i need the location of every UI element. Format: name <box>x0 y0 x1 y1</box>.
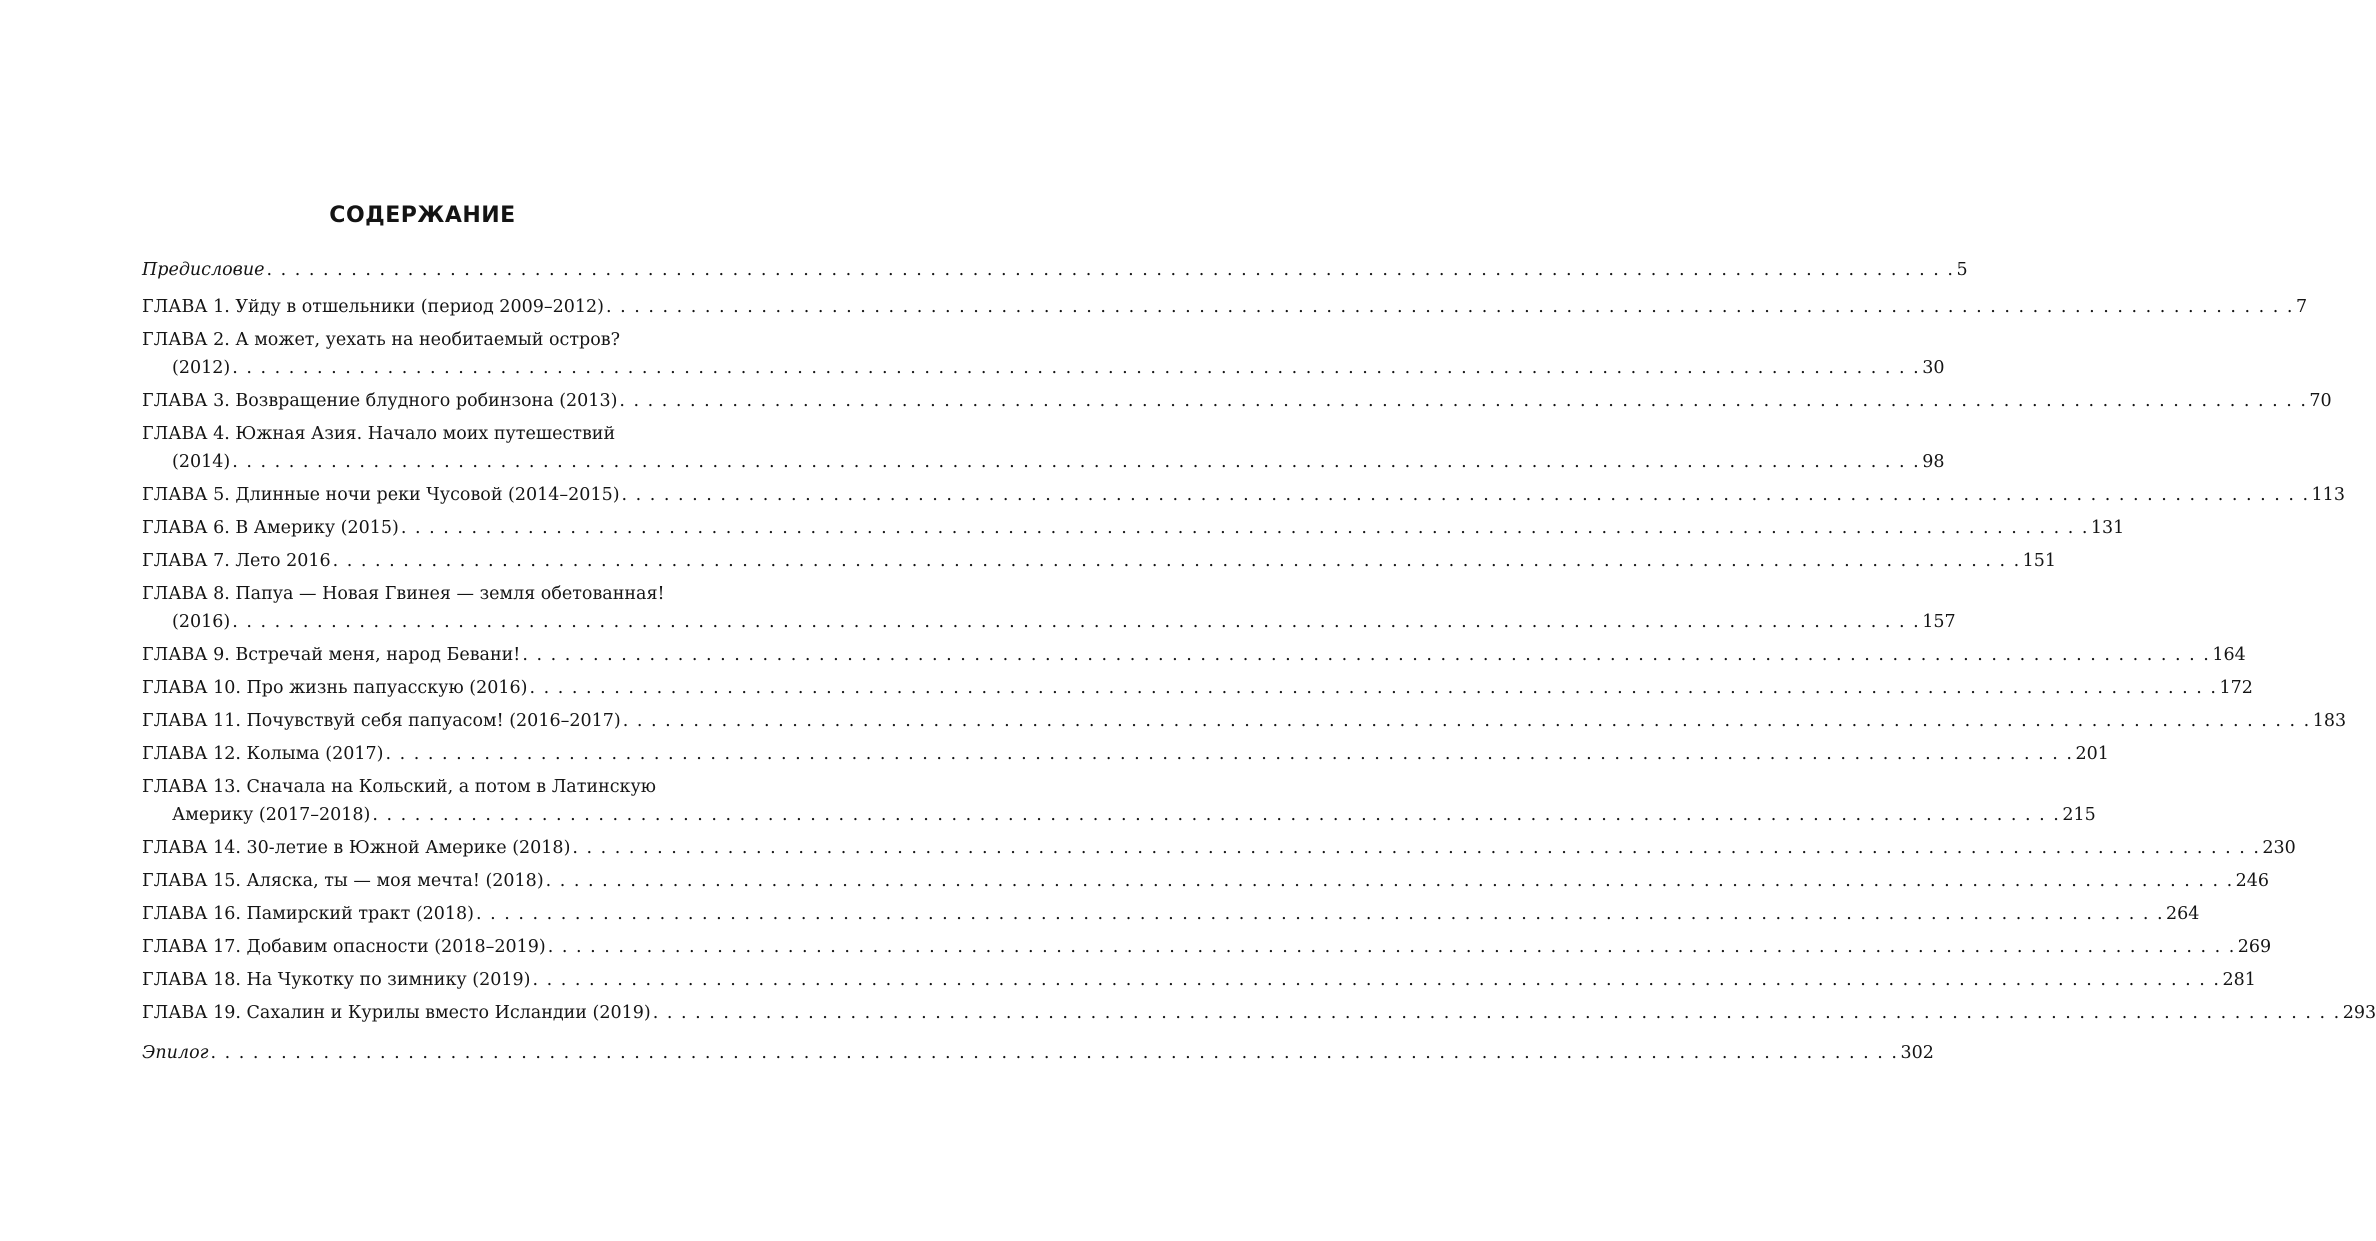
dot-leader: . . . . . . . . . . . . . . . . . . . . . . . . . . . . . . . . . . . . . . . . . . . . . . . . . . . . . . . . . . . . . . . . . . . . . . . . . . . . . . . . . . . . . . . . . . . . . . . . . . . . . . . . . . . . . . . . . . . . . . . . <box>372 805 2061 825</box>
toc-entry-title: ГЛАВА 4. Южная Азия. Начало моих путешествий <box>142 424 616 444</box>
dot-leader: . . . . . . . . . . . . . . . . . . . . . . . . . . . . . . . . . . . . . . . . . . . . . . . . . . . . . . . . . . . . . . . . . . . . . . . . . . . . . . . . . . . . . . . . . . . . . . . . . . . . . . . . . . . . . . . . . . . . . . . . <box>619 391 2308 411</box>
toc-entry-line <box>142 549 2057 573</box>
toc-page-number: 201 <box>2075 744 2109 764</box>
dot-leader: . . . . . . . . . . . . . . . . . . . . . . . . . . . . . . . . . . . . . . . . . . . . . . . . . . . . . . . . . . . . . . . . . . . . . . . . . . . . . . . . . . . . . . . . . . . . . . . . . . . . . . . . . . . . . . . . . . . . . . . . <box>621 485 2310 505</box>
toc-entry-title: ГЛАВА 17. Добавим опасности (2018–2019) <box>142 937 546 957</box>
toc-entry-line <box>142 295 2308 319</box>
dot-leader: . . . . . . . . . . . . . . . . . . . . . . . . . . . . . . . . . . . . . . . . . . . . . . . . . . . . . . . . . . . . . . . . . . . . . . . . . . . . . . . . . . . . . . . . . . . . . . . . . . . . . . . . . . . . . . . . . . . . . . . . <box>545 871 2234 891</box>
dot-leader: . . . . . . . . . . . . . . . . . . . . . . . . . . . . . . . . . . . . . . . . . . . . . . . . . . . . . . . . . . . . . . . . . . . . . . . . . . . . . . . . . . . . . . . . . . . . . . . . . . . . . . . . . . . . . . . . . . . . . . . . <box>522 645 2211 665</box>
toc-entry-line <box>142 643 2246 667</box>
toc-page-number: 246 <box>2235 871 2270 891</box>
toc-page-number: 230 <box>2262 838 2296 858</box>
toc-entry-title: ГЛАВА 9. Встречай меня, народ Бевани! <box>142 645 521 665</box>
toc-page-number: 215 <box>2062 805 2096 825</box>
dot-leader: . . . . . . . . . . . . . . . . . . . . . . . . . . . . . . . . . . . . . . . . . . . . . . . . . . . . . . . . . . . . . . . . . . . . . . . . . . . . . . . . . . . . . . . . . . . . . . . . . . . . . . . . . . . . . . . . . . . . . . . . <box>622 711 2311 731</box>
toc-page-number: 5 <box>1956 260 1968 280</box>
toc-entry-line <box>142 516 2125 540</box>
toc-entry-line <box>142 582 755 606</box>
dot-leader: . . . . . . . . . . . . . . . . . . . . . . . . . . . . . . . . . . . . . . . . . . . . . . . . . . . . . . . . . . . . . . . . . . . . . . . . . . . . . . . . . . . . . . . . . . . . . . . . . . . . . . . . . . . . . . . . . . . . . . . . <box>266 260 1955 280</box>
toc-entry-line <box>142 258 1968 282</box>
toc-entry-title: ГЛАВА 12. Колыма (2017) <box>142 744 384 764</box>
toc-entry-line <box>142 422 755 446</box>
toc-entry-title: (2016) <box>172 612 231 632</box>
toc-page-number: 183 <box>2312 711 2347 731</box>
dot-leader: . . . . . . . . . . . . . . . . . . . . . . . . . . . . . . . . . . . . . . . . . . . . . . . . . . . . . . . . . . . . . . . . . . . . . . . . . . . . . . . . . . . . . . . . . . . . . . . . . . . . . . . . . . . . . . . . . . . . . . . . <box>332 551 2021 571</box>
toc-entry-title: (2014) <box>172 452 231 472</box>
toc-page-number: 264 <box>2166 904 2200 924</box>
dot-leader: . . . . . . . . . . . . . . . . . . . . . . . . . . . . . . . . . . . . . . . . . . . . . . . . . . . . . . . . . . . . . . . . . . . . . . . . . . . . . . . . . . . . . . . . . . . . . . . . . . . . . . . . . . . . . . . . . . . . . . . . <box>476 904 2165 924</box>
toc-entry-line <box>142 742 2109 766</box>
toc-page-number: 172 <box>2219 678 2253 698</box>
dot-leader: . . . . . . . . . . . . . . . . . . . . . . . . . . . . . . . . . . . . . . . . . . . . . . . . . . . . . . . . . . . . . . . . . . . . . . . . . . . . . . . . . . . . . . . . . . . . . . . . . . . . . . . . . . . . . . . . . . . . . . . . <box>232 452 1921 472</box>
toc-entry-title: ГЛАВА 10. Про жизнь папуасскую (2016) <box>142 678 528 698</box>
toc-entry-line <box>142 902 2200 926</box>
toc-entry-title: Эпилог <box>142 1043 209 1063</box>
toc-entry-line <box>142 1001 2376 1025</box>
dot-leader: . . . . . . . . . . . . . . . . . . . . . . . . . . . . . . . . . . . . . . . . . . . . . . . . . . . . . . . . . . . . . . . . . . . . . . . . . . . . . . . . . . . . . . . . . . . . . . . . . . . . . . . . . . . . . . . . . . . . . . . . <box>232 612 1921 632</box>
toc-entry-title: ГЛАВА 11. Почувствуй себя папуасом! (2016–2017) <box>142 711 621 731</box>
dot-leader: . . . . . . . . . . . . . . . . . . . . . . . . . . . . . . . . . . . . . . . . . . . . . . . . . . . . . . . . . . . . . . . . . . . . . . . . . . . . . . . . . . . . . . . . . . . . . . . . . . . . . . . . . . . . . . . . . . . . . . . . <box>532 970 2221 990</box>
toc-page-number: 30 <box>1922 358 1945 378</box>
toc-entry-title: ГЛАВА 3. Возвращение блудного робинзона (2013) <box>142 391 618 411</box>
toc-entry-title: ГЛАВА 19. Сахалин и Курилы вместо Исландии (2019) <box>142 1003 651 1023</box>
toc-entry-line <box>172 356 1945 380</box>
toc-entry-title: ГЛАВА 15. Аляска, ты — моя мечта! (2018) <box>142 871 544 891</box>
toc-entry-title: Предисловие <box>142 260 265 280</box>
toc-entry-title: ГЛАВА 6. В Америку (2015) <box>142 518 399 538</box>
toc-entry-line <box>142 676 2253 700</box>
toc-entry-line <box>142 709 2347 733</box>
toc-page-number: 151 <box>2022 551 2057 571</box>
toc-entry-title: ГЛАВА 5. Длинные ночи реки Чусовой (2014–2015) <box>142 485 620 505</box>
toc-entry-title: (2012) <box>172 358 231 378</box>
toc-entry-line <box>172 803 2096 827</box>
toc-page-number: 302 <box>1900 1043 1934 1063</box>
toc-page-number: 157 <box>1922 612 1956 632</box>
toc-entry-title: ГЛАВА 18. На Чукотку по зимнику (2019) <box>142 970 531 990</box>
page-title: СОДЕРЖАНИЕ <box>329 203 516 228</box>
dot-leader: . . . . . . . . . . . . . . . . . . . . . . . . . . . . . . . . . . . . . . . . . . . . . . . . . . . . . . . . . . . . . . . . . . . . . . . . . . . . . . . . . . . . . . . . . . . . . . . . . . . . . . . . . . . . . . . . . . . . . . . . <box>210 1043 1899 1063</box>
toc-entry-title: ГЛАВА 1. Уйду в отшельники (период 2009–2012) <box>142 297 604 317</box>
toc-entry-line <box>142 328 755 352</box>
toc-entry-line <box>142 389 2332 413</box>
toc-page-number: 70 <box>2309 391 2332 411</box>
dot-leader: . . . . . . . . . . . . . . . . . . . . . . . . . . . . . . . . . . . . . . . . . . . . . . . . . . . . . . . . . . . . . . . . . . . . . . . . . . . . . . . . . . . . . . . . . . . . . . . . . . . . . . . . . . . . . . . . . . . . . . . . <box>605 297 2294 317</box>
toc-entry-title: Америку (2017–2018) <box>172 805 371 825</box>
toc-page-number: 164 <box>2212 645 2246 665</box>
dot-leader: . . . . . . . . . . . . . . . . . . . . . . . . . . . . . . . . . . . . . . . . . . . . . . . . . . . . . . . . . . . . . . . . . . . . . . . . . . . . . . . . . . . . . . . . . . . . . . . . . . . . . . . . . . . . . . . . . . . . . . . . <box>572 838 2261 858</box>
toc-page-number: 269 <box>2237 937 2272 957</box>
toc-entry-line <box>172 450 1945 474</box>
toc-entry-title: ГЛАВА 7. Лето 2016 <box>142 551 331 571</box>
toc-entry-title: ГЛАВА 14. 30-летие в Южной Америке (2018) <box>142 838 571 858</box>
toc-page-number: 293 <box>2342 1003 2376 1023</box>
toc-entry-title: ГЛАВА 2. А может, уехать на необитаемый остров? <box>142 330 620 350</box>
toc-page-number: 131 <box>2090 518 2125 538</box>
toc-page-number: 98 <box>1922 452 1945 472</box>
toc-entry-title: ГЛАВА 13. Сначала на Кольский, а потом в Латинскую <box>142 777 657 797</box>
dot-leader: . . . . . . . . . . . . . . . . . . . . . . . . . . . . . . . . . . . . . . . . . . . . . . . . . . . . . . . . . . . . . . . . . . . . . . . . . . . . . . . . . . . . . . . . . . . . . . . . . . . . . . . . . . . . . . . . . . . . . . . . <box>400 518 2089 538</box>
dot-leader: . . . . . . . . . . . . . . . . . . . . . . . . . . . . . . . . . . . . . . . . . . . . . . . . . . . . . . . . . . . . . . . . . . . . . . . . . . . . . . . . . . . . . . . . . . . . . . . . . . . . . . . . . . . . . . . . . . . . . . . . <box>385 744 2074 764</box>
toc-page-number: 113 <box>2311 485 2345 505</box>
dot-leader: . . . . . . . . . . . . . . . . . . . . . . . . . . . . . . . . . . . . . . . . . . . . . . . . . . . . . . . . . . . . . . . . . . . . . . . . . . . . . . . . . . . . . . . . . . . . . . . . . . . . . . . . . . . . . . . . . . . . . . . . <box>529 678 2218 698</box>
toc-entry-line <box>142 869 2270 893</box>
toc-entry-line <box>142 483 2345 507</box>
toc-entry-line <box>142 935 2272 959</box>
dot-leader: . . . . . . . . . . . . . . . . . . . . . . . . . . . . . . . . . . . . . . . . . . . . . . . . . . . . . . . . . . . . . . . . . . . . . . . . . . . . . . . . . . . . . . . . . . . . . . . . . . . . . . . . . . . . . . . . . . . . . . . . <box>232 358 1921 378</box>
toc-entry-line <box>172 610 1956 634</box>
toc-page-number: 7 <box>2295 297 2308 317</box>
toc-entry-title: ГЛАВА 8. Папуа — Новая Гвинея — земля обетованная! <box>142 584 665 604</box>
dot-leader: . . . . . . . . . . . . . . . . . . . . . . . . . . . . . . . . . . . . . . . . . . . . . . . . . . . . . . . . . . . . . . . . . . . . . . . . . . . . . . . . . . . . . . . . . . . . . . . . . . . . . . . . . . . . . . . . . . . . . . . . <box>652 1003 2341 1023</box>
dot-leader: . . . . . . . . . . . . . . . . . . . . . . . . . . . . . . . . . . . . . . . . . . . . . . . . . . . . . . . . . . . . . . . . . . . . . . . . . . . . . . . . . . . . . . . . . . . . . . . . . . . . . . . . . . . . . . . . . . . . . . . . <box>547 937 2236 957</box>
toc-entry-line <box>142 968 2256 992</box>
toc-entry-line <box>142 775 755 799</box>
toc-entry-line <box>142 1041 1934 1065</box>
toc-entry-line <box>142 836 2296 860</box>
toc-entry-title: ГЛАВА 16. Памирский тракт (2018) <box>142 904 475 924</box>
toc-page-number: 281 <box>2222 970 2256 990</box>
